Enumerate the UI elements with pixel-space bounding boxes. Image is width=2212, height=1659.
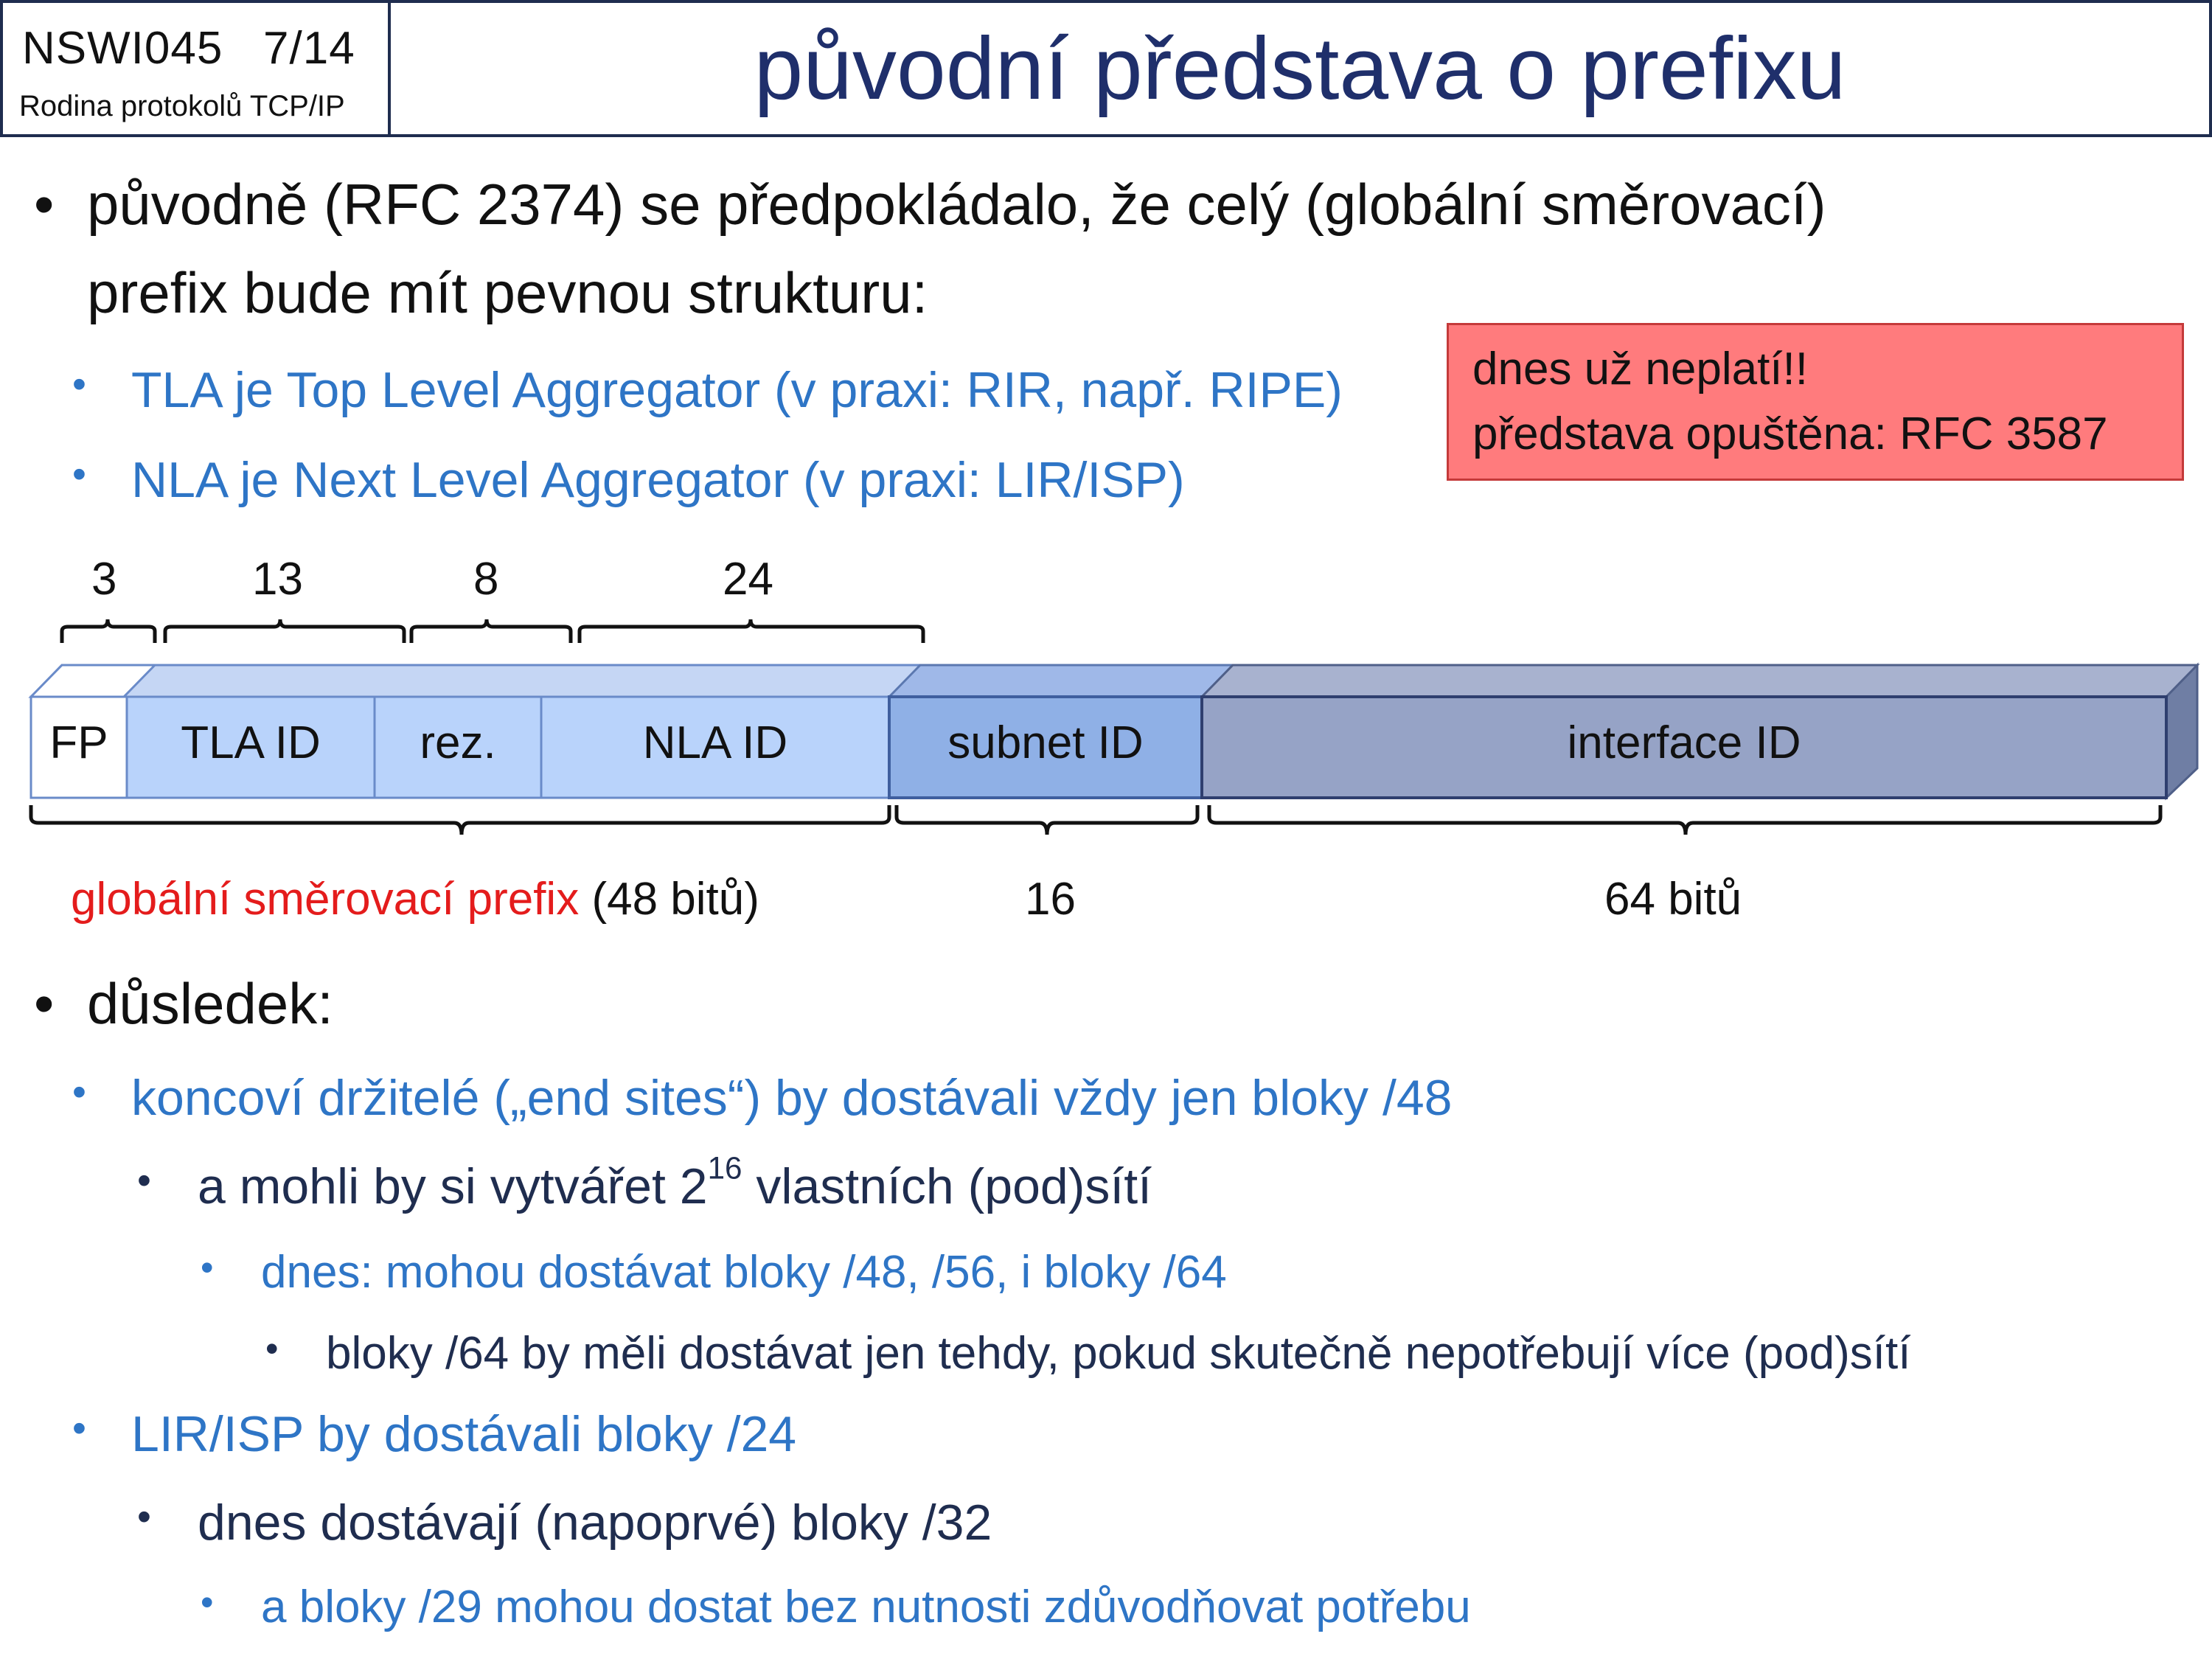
course-code: NSWI045 7/14 <box>22 23 355 74</box>
brace-global-prefix <box>31 805 889 835</box>
bullet-dot: • <box>201 1582 214 1623</box>
bullet-block64-text: bloky /64 by měli dostávat jen tehdy, pokud skutečně nepotřebují více (pod)sítí <box>326 1328 1911 1379</box>
bullet-today-blocks-text: dnes: mohou dostávat bloky /48, /56, i bloky /64 <box>261 1247 1227 1298</box>
title-box <box>391 0 2212 137</box>
bullet-intro-line1: původně (RFC 2374) se předpokládalo, že celý (globální směrovací) <box>87 172 1826 237</box>
bullet-end-sites-text: koncoví držitelé („end sites“) by dostávali vždy jen bloky /48 <box>131 1070 1453 1126</box>
label-fp: FP <box>49 717 108 768</box>
top-braces <box>62 619 923 643</box>
bullet-block29 <box>201 1581 1471 1633</box>
bullet-dot: • <box>34 172 55 237</box>
bullet-dot: • <box>72 362 86 406</box>
bullet-lir-text: LIR/ISP by dostávali bloky /24 <box>131 1406 797 1462</box>
label-nla-id: NLA ID <box>642 717 788 768</box>
brace-subnet <box>897 805 1197 835</box>
bullet-lir-today <box>137 1494 992 1551</box>
global-prefix-text: globální směrovací prefix <box>71 874 580 925</box>
course-info-box <box>0 0 391 137</box>
prefix-structure-diagram <box>0 546 2212 947</box>
bits-rez: 8 <box>473 554 499 605</box>
bullet-tla <box>72 361 1343 419</box>
slide-header <box>0 0 2212 140</box>
slide-number: 7/14 <box>263 23 355 74</box>
course-name: Rodina protokolů TCP/IP <box>19 90 345 122</box>
bullet-consequence <box>34 970 333 1037</box>
bullet-block29-text: a bloky /29 mohou dostat bez nutnosti zdůvodňovat potřebu <box>261 1582 1471 1632</box>
bullet-lir <box>72 1405 797 1463</box>
bullet-intro-cont <box>87 260 928 327</box>
note-line2: představa opuštěna: RFC 3587 <box>1472 408 2108 459</box>
brace-rez <box>411 619 571 643</box>
bullet-consequence-text: důsledek: <box>87 971 333 1036</box>
label-subnet-id: subnet ID <box>947 717 1144 768</box>
label-rez: rez. <box>420 717 496 768</box>
bullet-today-blocks <box>201 1246 1227 1298</box>
bottom-braces <box>31 805 2160 835</box>
bullet-lir-today-text: dnes dostávají (napoprvé) bloky /32 <box>198 1495 992 1551</box>
bullet-intro <box>34 171 1826 238</box>
bits-nla: 24 <box>723 554 773 605</box>
bullet-subnets-prefix: a mohli by si vytvářet 2 <box>198 1158 708 1214</box>
bullet-dot: • <box>34 971 55 1036</box>
brace-fp <box>62 619 155 643</box>
bullet-dot: • <box>72 452 86 496</box>
label-interface-id: interface ID <box>1567 717 1801 768</box>
bits-tla: 13 <box>252 554 303 605</box>
deprecated-note <box>1447 323 2184 481</box>
brace-nla <box>580 619 923 643</box>
bullet-dot: • <box>265 1328 279 1369</box>
label-subnet-bits: 16 <box>1025 874 1076 925</box>
bullet-dot: • <box>201 1247 214 1288</box>
brace-interface <box>1209 805 2160 835</box>
bullet-tla-text: TLA je Top Level Aggregator (v praxi: RIR, např. RIPE) <box>131 362 1343 418</box>
bullet-dot: • <box>72 1070 86 1114</box>
global-prefix-bits: (48 bitů) <box>579 874 759 925</box>
bullet-subnets <box>137 1150 1152 1215</box>
bullet-dot: • <box>72 1406 86 1450</box>
bullet-subnets-suffix: vlastních (pod)sítí <box>742 1158 1152 1214</box>
bits-fp: 3 <box>91 554 117 605</box>
bullet-block64 <box>265 1327 1911 1380</box>
label-tla-id: TLA ID <box>181 717 321 768</box>
bullet-dot: • <box>137 1495 151 1539</box>
interface-top-face <box>1202 665 2197 697</box>
bullet-end-sites <box>72 1069 1453 1127</box>
note-line1: dnes už neplatí!! <box>1472 344 1808 394</box>
bullet-nla-text: NLA je Next Level Aggregator (v praxi: LIR/ISP) <box>131 452 1185 508</box>
subnet-top-face <box>889 665 1233 697</box>
slide-title: původní představa o prefixu <box>754 19 1846 118</box>
bullet-subnets-exponent: 16 <box>707 1150 742 1186</box>
bullet-intro-line2: prefix bude mít pevnou strukturu: <box>87 260 928 325</box>
bullet-nla <box>72 451 1185 509</box>
bullet-dot: • <box>137 1158 151 1203</box>
label-interface-bits: 64 bitů <box>1604 874 1742 925</box>
label-global-prefix <box>71 873 759 925</box>
brace-tla <box>165 619 404 643</box>
